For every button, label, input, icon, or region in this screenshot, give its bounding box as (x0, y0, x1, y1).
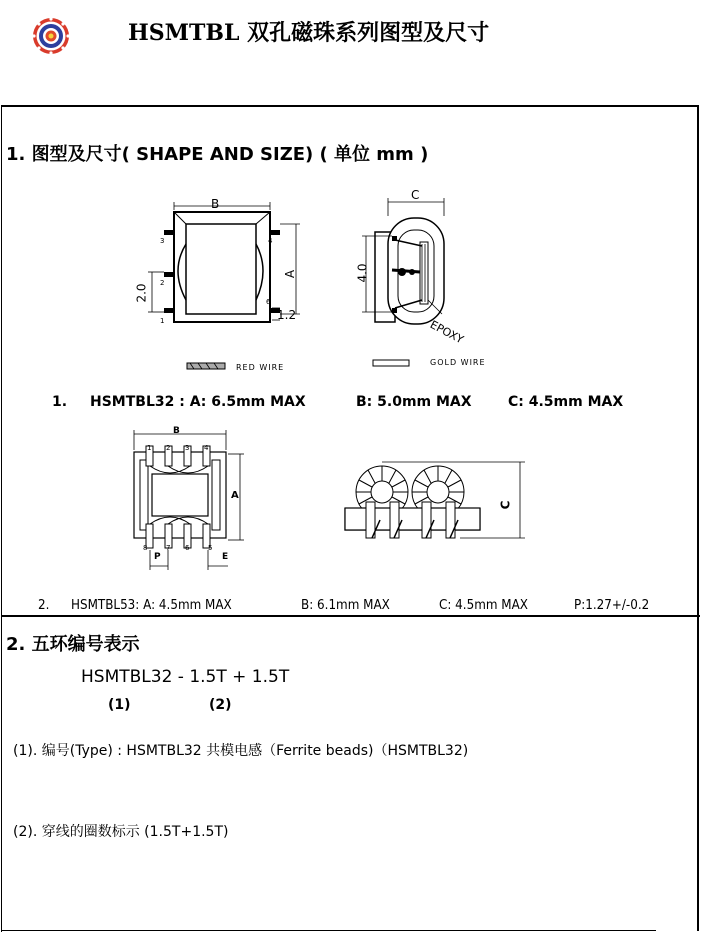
spec2-index: 2. (38, 598, 50, 613)
fig1-pin-6: 6 (266, 298, 271, 306)
fig1-dim-b: B (211, 197, 220, 211)
fig1-dim-c: C (411, 188, 420, 202)
note-type: (1). 编号(Type) : HSMTBL32 共模电感（Ferrite beads)（HSMTBL32) (13, 743, 469, 759)
fig2-dim-c: C (498, 500, 513, 510)
fig1-pin-1: 1 (160, 317, 165, 325)
spec2-model-a: HSMTBL53: A: 4.5mm MAX (71, 598, 232, 613)
fig1-dim-a: A (283, 269, 298, 279)
fig1-dim-2-0: 2.0 (134, 283, 149, 303)
spec2-b: B: 6.1mm MAX (301, 598, 390, 613)
note-turns: (2). 穿线的圈数标示 (1.5T+1.5T) (13, 824, 229, 840)
part-number-example: HSMTBL32 - 1.5T + 1.5T (81, 667, 290, 687)
fig2-pin-6: 6 (185, 544, 190, 552)
frame-bottom-line (1, 930, 656, 931)
spec1-model-a: HSMTBL32 : A: 6.5mm MAX (90, 394, 306, 410)
fig2-dim-b: B (173, 426, 180, 436)
page-title: HSMTBL 双孔磁珠系列图型及尺寸 (128, 20, 490, 46)
spec2-c: C: 4.5mm MAX (439, 598, 529, 613)
section2-heading: 2. 五环编号表示 (6, 634, 140, 655)
section-divider (1, 615, 700, 617)
hsmtbl53-drawing (120, 420, 540, 595)
spec1-b: B: 5.0mm MAX (356, 394, 472, 410)
fig2-pin-3: 3 (185, 444, 190, 452)
section1-heading: 1. 图型及尺寸( SHAPE AND SIZE) ( 单位 mm ) (6, 144, 429, 165)
spec1-c: C: 4.5mm MAX (508, 394, 624, 410)
hsmtbl32-drawing (130, 190, 510, 385)
fig2-pin-4: 4 (204, 444, 209, 452)
frame-left-line (1, 106, 2, 932)
fig2-pin-5: 5 (208, 544, 213, 552)
gold-wire-label: GOLD WIRE (430, 358, 486, 367)
fig2-pin-2: 2 (166, 444, 171, 452)
fig1-epoxy-label: EPOXY (427, 318, 466, 347)
fig2-pin-7: 7 (166, 544, 171, 552)
fig1-pin-3: 3 (160, 237, 165, 245)
fig2-pin-1: 1 (147, 444, 152, 452)
spec2-p: P:1.27+/-0.2 (574, 598, 650, 613)
fig2-dim-p: P (154, 552, 161, 562)
fig2-pin-8: 8 (143, 544, 148, 552)
fig1-dim-4-0: 4.0 (355, 263, 370, 283)
fig1-pin-2: 2 (160, 279, 165, 287)
spec1-index: 1. (52, 394, 68, 410)
fig1-dim-1-2: 1.2 (277, 308, 297, 322)
fig2-dim-a: A (231, 490, 239, 501)
marker-1: (1) (108, 697, 131, 713)
company-logo (32, 17, 70, 55)
fig1-pin-4: 4 (268, 237, 273, 245)
marker-2: (2) (209, 697, 232, 713)
fig2-dim-e: E (222, 552, 229, 562)
red-wire-label: RED WIRE (236, 363, 285, 372)
